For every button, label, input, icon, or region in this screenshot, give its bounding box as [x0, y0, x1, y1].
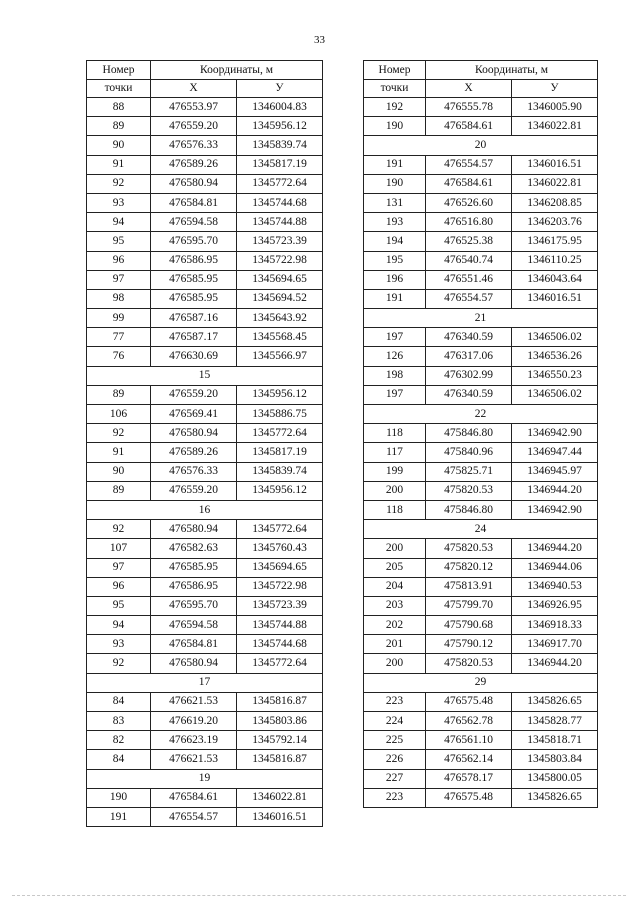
point-number-cell: 131	[364, 193, 426, 212]
point-number-cell: 190	[364, 117, 426, 136]
point-number-cell: 227	[364, 769, 426, 788]
table-row	[87, 462, 323, 481]
point-number-cell: 76	[87, 347, 151, 366]
table-row	[87, 424, 323, 443]
point-number-cell: 98	[87, 289, 151, 308]
table-row	[364, 328, 598, 347]
x-coordinate-cell: 476562.78	[426, 712, 512, 731]
x-coordinate-cell: 476623.19	[151, 731, 237, 750]
point-number-cell: 197	[364, 328, 426, 347]
x-coordinate-cell: 476580.94	[151, 424, 237, 443]
point-number-cell: 225	[364, 731, 426, 750]
x-coordinate-cell: 476587.16	[151, 309, 237, 328]
x-coordinate-cell: 476584.61	[151, 788, 237, 807]
table-row	[364, 539, 598, 558]
y-coordinate-cell: 1345826.65	[512, 788, 598, 807]
y-coordinate-cell: 1345772.64	[237, 424, 323, 443]
x-coordinate-cell: 476619.20	[151, 712, 237, 731]
x-coordinate-cell: 476582.63	[151, 539, 237, 558]
x-coordinate-cell: 476516.80	[426, 213, 512, 232]
point-number-cell: 199	[364, 462, 426, 481]
x-coordinate-cell: 475813.91	[426, 577, 512, 596]
x-coordinate-cell: 475799.70	[426, 596, 512, 615]
table-row	[364, 385, 598, 404]
x-coordinate-cell: 475820.53	[426, 539, 512, 558]
y-coordinate-cell: 1345817.19	[237, 155, 323, 174]
x-coordinate-cell: 475820.53	[426, 654, 512, 673]
x-coordinate-cell: 476554.57	[426, 155, 512, 174]
point-number-header-bottom: точки	[87, 79, 151, 98]
x-coordinate-cell: 475790.12	[426, 635, 512, 654]
y-column-header: У	[512, 79, 598, 98]
x-coordinate-cell: 476580.94	[151, 520, 237, 539]
point-number-cell: 97	[87, 270, 151, 289]
point-number-cell: 223	[364, 692, 426, 711]
point-number-cell: 190	[364, 174, 426, 193]
table-row	[87, 136, 323, 155]
x-coordinate-cell: 475790.68	[426, 616, 512, 635]
y-coordinate-cell: 1345956.12	[237, 481, 323, 500]
y-coordinate-cell: 1346926.95	[512, 596, 598, 615]
table-row	[87, 232, 323, 251]
y-coordinate-cell: 1346506.02	[512, 385, 598, 404]
y-coordinate-cell: 1345760.43	[237, 539, 323, 558]
point-number-cell: 97	[87, 558, 151, 577]
table-row	[364, 712, 598, 731]
y-coordinate-cell: 1346944.20	[512, 539, 598, 558]
y-coordinate-cell: 1345772.64	[237, 174, 323, 193]
table-row	[364, 213, 598, 232]
point-number-cell: 200	[364, 654, 426, 673]
table-row	[87, 731, 323, 750]
x-coordinate-cell: 476585.95	[151, 270, 237, 289]
point-number-cell: 91	[87, 155, 151, 174]
section-label: 21	[364, 309, 598, 328]
y-coordinate-cell: 1346022.81	[237, 788, 323, 807]
x-coordinate-cell: 476584.61	[426, 174, 512, 193]
x-coordinate-cell: 476584.81	[151, 193, 237, 212]
y-coordinate-cell: 1345722.98	[237, 577, 323, 596]
table-row	[87, 174, 323, 193]
point-number-cell: 92	[87, 174, 151, 193]
table-row	[364, 174, 598, 193]
coordinates-header: Координаты, м	[151, 61, 323, 80]
x-coordinate-cell: 476630.69	[151, 347, 237, 366]
x-column-header: X	[426, 79, 512, 98]
point-number-cell: 192	[364, 98, 426, 117]
point-number-cell: 202	[364, 616, 426, 635]
point-number-cell: 89	[87, 117, 151, 136]
x-coordinate-cell: 475820.53	[426, 481, 512, 500]
point-number-cell: 118	[364, 424, 426, 443]
section-row	[87, 366, 323, 385]
x-coordinate-cell: 475825.71	[426, 462, 512, 481]
point-number-cell: 92	[87, 654, 151, 673]
x-coordinate-cell: 475846.80	[426, 500, 512, 519]
x-coordinate-cell: 476317.06	[426, 347, 512, 366]
point-number-cell: 92	[87, 520, 151, 539]
point-number-cell: 96	[87, 251, 151, 270]
x-coordinate-cell: 476578.17	[426, 769, 512, 788]
x-coordinate-cell: 476575.48	[426, 788, 512, 807]
x-coordinate-cell: 476589.26	[151, 155, 237, 174]
y-coordinate-cell: 1346940.53	[512, 577, 598, 596]
point-number-cell: 106	[87, 405, 151, 424]
x-coordinate-cell: 476576.33	[151, 136, 237, 155]
y-coordinate-cell: 1345818.71	[512, 731, 598, 750]
table-row	[364, 251, 598, 270]
point-number-header-top: Номер	[87, 61, 151, 80]
table-body	[364, 98, 598, 808]
table-row	[364, 692, 598, 711]
x-coordinate-cell: 476340.59	[426, 385, 512, 404]
section-row	[364, 136, 598, 155]
x-coordinate-cell: 475820.12	[426, 558, 512, 577]
point-number-cell: 191	[364, 155, 426, 174]
y-coordinate-cell: 1346944.20	[512, 654, 598, 673]
y-coordinate-cell: 1345800.05	[512, 769, 598, 788]
table-row	[87, 251, 323, 270]
point-number-cell: 191	[364, 289, 426, 308]
x-coordinate-cell: 476576.33	[151, 462, 237, 481]
table-row	[87, 347, 323, 366]
point-number-cell: 92	[87, 424, 151, 443]
y-coordinate-cell: 1345828.77	[512, 712, 598, 731]
point-number-cell: 89	[87, 385, 151, 404]
table-row	[87, 270, 323, 289]
x-coordinate-cell: 476586.95	[151, 577, 237, 596]
table-row	[364, 500, 598, 519]
point-number-cell: 90	[87, 136, 151, 155]
table-row	[364, 788, 598, 807]
section-label: 29	[364, 673, 598, 692]
x-coordinate-cell: 476559.20	[151, 117, 237, 136]
point-number-cell: 201	[364, 635, 426, 654]
point-number-cell: 204	[364, 577, 426, 596]
point-number-cell: 223	[364, 788, 426, 807]
y-coordinate-cell: 1345839.74	[237, 136, 323, 155]
point-number-cell: 226	[364, 750, 426, 769]
point-number-cell: 190	[87, 788, 151, 807]
y-coordinate-cell: 1345772.64	[237, 654, 323, 673]
y-coordinate-cell: 1346175.95	[512, 232, 598, 251]
point-number-cell: 224	[364, 712, 426, 731]
y-coordinate-cell: 1345886.75	[237, 405, 323, 424]
coordinates-header: Координаты, м	[426, 61, 598, 80]
table-row	[364, 289, 598, 308]
coordinates-table-right	[363, 60, 598, 808]
table-row	[87, 193, 323, 212]
x-coordinate-cell: 476561.10	[426, 731, 512, 750]
point-number-cell: 77	[87, 328, 151, 347]
y-coordinate-cell: 1346506.02	[512, 328, 598, 347]
x-coordinate-cell: 476525.38	[426, 232, 512, 251]
y-coordinate-cell: 1346947.44	[512, 443, 598, 462]
point-number-cell: 200	[364, 539, 426, 558]
table-row	[364, 117, 598, 136]
x-coordinate-cell: 476553.97	[151, 98, 237, 117]
y-coordinate-cell: 1346110.25	[512, 251, 598, 270]
point-number-header-top: Номер	[364, 61, 426, 80]
y-coordinate-cell: 1345792.14	[237, 731, 323, 750]
table-row	[364, 366, 598, 385]
point-number-cell: 93	[87, 193, 151, 212]
x-coordinate-cell: 476551.46	[426, 270, 512, 289]
table-row	[364, 155, 598, 174]
table-row	[87, 117, 323, 136]
table-row	[87, 98, 323, 117]
y-coordinate-cell: 1346203.76	[512, 213, 598, 232]
table-row	[87, 654, 323, 673]
section-label: 16	[87, 500, 323, 519]
bottom-divider	[12, 895, 626, 896]
x-coordinate-cell: 476559.20	[151, 481, 237, 500]
y-coordinate-cell: 1345816.87	[237, 692, 323, 711]
table-row	[364, 270, 598, 289]
x-coordinate-cell: 476562.14	[426, 750, 512, 769]
section-row	[87, 673, 323, 692]
x-coordinate-cell: 476554.57	[426, 289, 512, 308]
point-number-cell: 196	[364, 270, 426, 289]
x-coordinate-cell: 476595.70	[151, 232, 237, 251]
table-row	[364, 347, 598, 366]
section-label: 19	[87, 769, 323, 788]
y-column-header: У	[237, 79, 323, 98]
section-row	[364, 309, 598, 328]
section-row	[87, 500, 323, 519]
point-number-cell: 94	[87, 213, 151, 232]
section-label: 22	[364, 405, 598, 424]
section-row	[87, 769, 323, 788]
y-coordinate-cell: 1345643.92	[237, 309, 323, 328]
y-coordinate-cell: 1346550.23	[512, 366, 598, 385]
x-coordinate-cell: 476595.70	[151, 596, 237, 615]
section-label: 17	[87, 673, 323, 692]
table-row	[87, 807, 323, 826]
table-row	[364, 750, 598, 769]
x-coordinate-cell: 476559.20	[151, 385, 237, 404]
table-row	[87, 443, 323, 462]
point-number-cell: 195	[364, 251, 426, 270]
y-coordinate-cell: 1346917.70	[512, 635, 598, 654]
point-number-cell: 95	[87, 232, 151, 251]
y-coordinate-cell: 1345803.84	[512, 750, 598, 769]
x-coordinate-cell: 476594.58	[151, 213, 237, 232]
y-coordinate-cell: 1345744.68	[237, 193, 323, 212]
x-coordinate-cell: 476587.17	[151, 328, 237, 347]
x-coordinate-cell: 476580.94	[151, 654, 237, 673]
point-number-cell: 88	[87, 98, 151, 117]
y-coordinate-cell: 1346944.20	[512, 481, 598, 500]
point-number-cell: 82	[87, 731, 151, 750]
page-number: 33	[314, 34, 325, 46]
y-coordinate-cell: 1346016.51	[512, 289, 598, 308]
point-number-cell: 117	[364, 443, 426, 462]
point-number-cell: 118	[364, 500, 426, 519]
y-coordinate-cell: 1345816.87	[237, 750, 323, 769]
y-coordinate-cell: 1346043.64	[512, 270, 598, 289]
table-row	[87, 750, 323, 769]
table-row	[364, 616, 598, 635]
point-number-cell: 197	[364, 385, 426, 404]
y-coordinate-cell: 1345817.19	[237, 443, 323, 462]
y-coordinate-cell: 1345723.39	[237, 596, 323, 615]
x-coordinate-cell: 476526.60	[426, 193, 512, 212]
y-coordinate-cell: 1345723.39	[237, 232, 323, 251]
point-number-cell: 93	[87, 635, 151, 654]
table-row	[364, 232, 598, 251]
point-number-cell: 84	[87, 692, 151, 711]
point-number-cell: 126	[364, 347, 426, 366]
y-coordinate-cell: 1345839.74	[237, 462, 323, 481]
point-number-cell: 90	[87, 462, 151, 481]
x-coordinate-cell: 476586.95	[151, 251, 237, 270]
section-row	[364, 520, 598, 539]
point-number-cell: 191	[87, 807, 151, 826]
y-coordinate-cell: 1345694.65	[237, 558, 323, 577]
y-coordinate-cell: 1346945.97	[512, 462, 598, 481]
y-coordinate-cell: 1345568.45	[237, 328, 323, 347]
point-number-cell: 205	[364, 558, 426, 577]
section-row	[364, 405, 598, 424]
x-coordinate-cell: 476585.95	[151, 289, 237, 308]
point-number-cell: 89	[87, 481, 151, 500]
point-number-cell: 91	[87, 443, 151, 462]
x-coordinate-cell: 476621.53	[151, 750, 237, 769]
table-row	[87, 616, 323, 635]
y-coordinate-cell: 1345956.12	[237, 385, 323, 404]
table-row	[87, 155, 323, 174]
section-label: 15	[87, 366, 323, 385]
table-row	[87, 520, 323, 539]
table-row	[87, 596, 323, 615]
table-row	[364, 654, 598, 673]
table-row	[364, 98, 598, 117]
table-row	[87, 309, 323, 328]
point-number-cell: 107	[87, 539, 151, 558]
table-row	[87, 558, 323, 577]
x-coordinate-cell: 476554.57	[151, 807, 237, 826]
table-row	[364, 577, 598, 596]
y-coordinate-cell: 1345826.65	[512, 692, 598, 711]
x-coordinate-cell: 476584.81	[151, 635, 237, 654]
y-coordinate-cell: 1346016.51	[512, 155, 598, 174]
point-number-cell: 95	[87, 596, 151, 615]
table-row	[364, 481, 598, 500]
point-number-cell: 200	[364, 481, 426, 500]
table-row	[364, 558, 598, 577]
point-number-cell: 94	[87, 616, 151, 635]
table-row	[87, 289, 323, 308]
table-row	[87, 577, 323, 596]
x-coordinate-cell: 476569.41	[151, 405, 237, 424]
x-column-header: X	[151, 79, 237, 98]
y-coordinate-cell: 1346022.81	[512, 174, 598, 193]
point-number-cell: 83	[87, 712, 151, 731]
y-coordinate-cell: 1345956.12	[237, 117, 323, 136]
point-number-cell: 194	[364, 232, 426, 251]
x-coordinate-cell: 476584.61	[426, 117, 512, 136]
table-row	[87, 635, 323, 654]
point-number-cell: 96	[87, 577, 151, 596]
y-coordinate-cell: 1345694.65	[237, 270, 323, 289]
table-row	[87, 213, 323, 232]
y-coordinate-cell: 1346944.06	[512, 558, 598, 577]
table-row	[87, 328, 323, 347]
y-coordinate-cell: 1345722.98	[237, 251, 323, 270]
table-row	[364, 596, 598, 615]
y-coordinate-cell: 1345744.88	[237, 213, 323, 232]
y-coordinate-cell: 1346536.26	[512, 347, 598, 366]
table-body	[87, 98, 323, 827]
table-row	[87, 405, 323, 424]
y-coordinate-cell: 1346208.85	[512, 193, 598, 212]
y-coordinate-cell: 1345744.88	[237, 616, 323, 635]
table-row	[364, 193, 598, 212]
x-coordinate-cell: 476589.26	[151, 443, 237, 462]
y-coordinate-cell: 1345744.68	[237, 635, 323, 654]
table-row	[87, 539, 323, 558]
y-coordinate-cell: 1346005.90	[512, 98, 598, 117]
table-row	[364, 731, 598, 750]
x-coordinate-cell: 476580.94	[151, 174, 237, 193]
point-number-cell: 193	[364, 213, 426, 232]
x-coordinate-cell: 476340.59	[426, 328, 512, 347]
table-row	[364, 424, 598, 443]
x-coordinate-cell: 476575.48	[426, 692, 512, 711]
table-row	[364, 462, 598, 481]
y-coordinate-cell: 1346004.83	[237, 98, 323, 117]
y-coordinate-cell: 1345803.86	[237, 712, 323, 731]
table-row	[87, 481, 323, 500]
y-coordinate-cell: 1346942.90	[512, 424, 598, 443]
x-coordinate-cell: 475840.96	[426, 443, 512, 462]
point-number-header-bottom: точки	[364, 79, 426, 98]
y-coordinate-cell: 1346022.81	[512, 117, 598, 136]
x-coordinate-cell: 476555.78	[426, 98, 512, 117]
x-coordinate-cell: 476621.53	[151, 692, 237, 711]
section-row	[364, 673, 598, 692]
point-number-cell: 198	[364, 366, 426, 385]
y-coordinate-cell: 1345772.64	[237, 520, 323, 539]
table-row	[87, 692, 323, 711]
y-coordinate-cell: 1345694.52	[237, 289, 323, 308]
section-label: 20	[364, 136, 598, 155]
table-row	[364, 635, 598, 654]
coordinates-table-left	[86, 60, 323, 827]
y-coordinate-cell: 1346942.90	[512, 500, 598, 519]
x-coordinate-cell: 476585.95	[151, 558, 237, 577]
y-coordinate-cell: 1345566.97	[237, 347, 323, 366]
x-coordinate-cell: 476302.99	[426, 366, 512, 385]
table-row	[87, 385, 323, 404]
point-number-cell: 99	[87, 309, 151, 328]
table-row	[364, 443, 598, 462]
x-coordinate-cell: 475846.80	[426, 424, 512, 443]
table-row	[87, 788, 323, 807]
y-coordinate-cell: 1346016.51	[237, 807, 323, 826]
table-row	[87, 712, 323, 731]
table-row	[364, 769, 598, 788]
x-coordinate-cell: 476594.58	[151, 616, 237, 635]
point-number-cell: 84	[87, 750, 151, 769]
point-number-cell: 203	[364, 596, 426, 615]
section-label: 24	[364, 520, 598, 539]
y-coordinate-cell: 1346918.33	[512, 616, 598, 635]
x-coordinate-cell: 476540.74	[426, 251, 512, 270]
